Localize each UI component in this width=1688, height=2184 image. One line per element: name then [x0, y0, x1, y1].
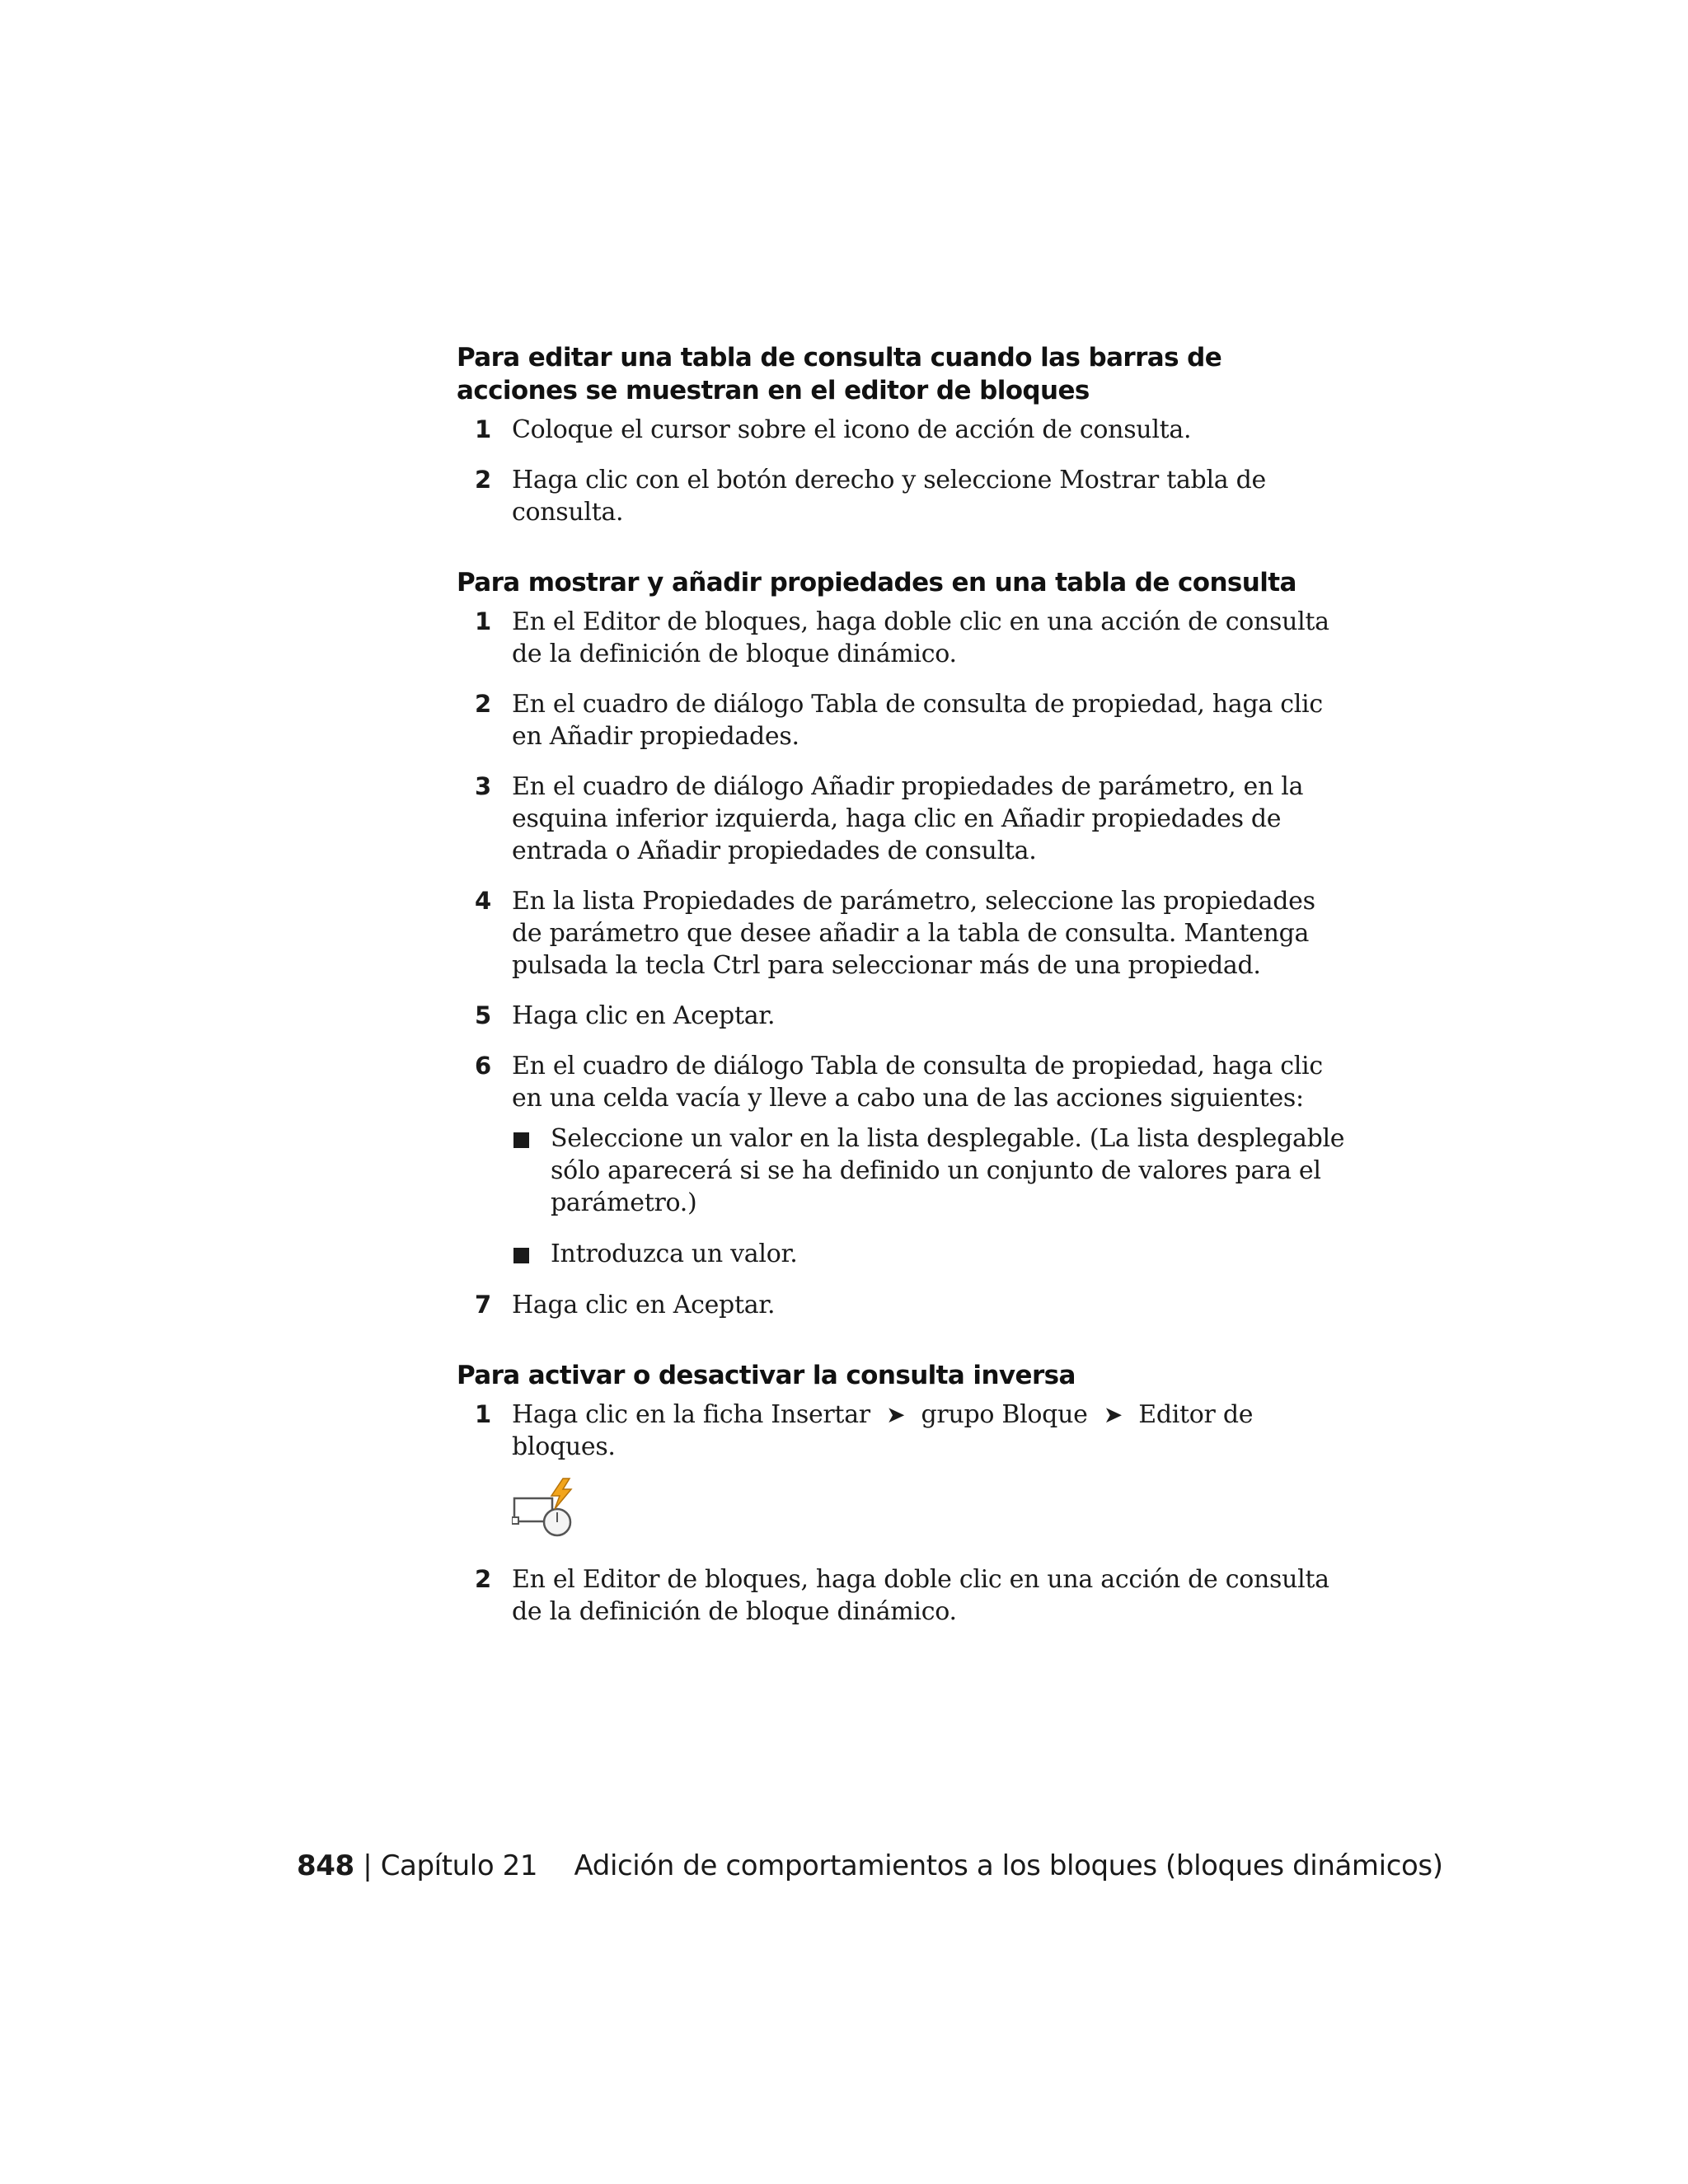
- list-item: [457, 1289, 1347, 1321]
- footer-separator: |: [363, 1849, 373, 1882]
- step-text: Haga clic con el botón derecho y seleccione Mostrar tabla de consulta.: [512, 466, 1266, 527]
- bullet-item: [512, 1122, 1347, 1219]
- step-text-part1: Haga clic en la ficha Insertar: [512, 1400, 870, 1429]
- section-edit-lookup-table: [457, 341, 1347, 528]
- step-text: Haga clic en Aceptar.: [512, 1291, 776, 1319]
- section-reverse-lookup: [457, 1359, 1347, 1628]
- list-item: [457, 606, 1347, 670]
- bullet-item: [512, 1238, 1347, 1270]
- step-text: Coloque el cursor sobre el icono de acción de consulta.: [512, 415, 1192, 444]
- step-text: En el cuadro de diálogo Tabla de consulta de propiedad, haga clic en Añadir propiedades.: [512, 690, 1323, 751]
- step-number: 2: [475, 1565, 491, 1593]
- step-number: 2: [475, 690, 491, 718]
- block-editor-icon: [512, 1476, 586, 1539]
- steps-list: [457, 1399, 1347, 1628]
- step-number: 7: [475, 1291, 491, 1319]
- page-content: [457, 341, 1347, 1666]
- list-item: [457, 688, 1347, 752]
- list-item: [457, 885, 1347, 982]
- step-number: 1: [475, 415, 491, 443]
- step-text-part2: grupo Bloque: [921, 1400, 1088, 1429]
- step-text: En la lista Propiedades de parámetro, seleccione las propiedades de parámetro que desee añadir a la tabla de consulta. Mantenga pulsada la tecla Ctrl para seleccionar más de una propiedad.: [512, 887, 1315, 980]
- list-item: [457, 464, 1347, 528]
- step-text: En el cuadro de diálogo Tabla de consulta de propiedad, haga clic en una celda vacía y lleve a cabo una de las acciones siguientes:: [512, 1052, 1323, 1113]
- section-show-add-properties: [457, 566, 1347, 1321]
- step-text: Haga clic en Aceptar.: [512, 1001, 776, 1030]
- bullet-text: Introduzca un valor.: [551, 1240, 798, 1268]
- section-heading: Para mostrar y añadir propiedades en una tabla de consulta: [457, 568, 1296, 598]
- step-text: En el cuadro de diálogo Añadir propiedades de parámetro, en la esquina inferior izquierda, haga clic en Añadir propiedades de entrada o Añadir propiedades de consulta.: [512, 772, 1304, 865]
- chapter-title: Adición de comportamientos a los bloques (bloques dinámicos): [574, 1849, 1443, 1882]
- step-number: 3: [475, 772, 491, 800]
- step-text: En el Editor de bloques, haga doble clic en una acción de consulta de la definición de bloque dinámico.: [512, 607, 1329, 668]
- step-number: 1: [475, 607, 491, 635]
- list-item: [457, 1563, 1347, 1628]
- step-number: 4: [475, 887, 491, 915]
- bullet-text: Seleccione un valor en la lista desplegable. (La lista desplegable sólo aparecerá si se ha definido un conjunto de valores para el parámetro.): [551, 1124, 1345, 1217]
- step-number: 6: [475, 1052, 491, 1080]
- list-item: [457, 1000, 1347, 1032]
- bullet-list: [512, 1122, 1347, 1270]
- step-number: 2: [475, 466, 491, 494]
- steps-list: [457, 414, 1347, 528]
- page-footer: [297, 1848, 1443, 1884]
- list-item: [457, 771, 1347, 867]
- step-number: 1: [475, 1400, 491, 1428]
- section-heading: Para editar una tabla de consulta cuando las barras de acciones se muestran en el editor de bloques: [457, 343, 1222, 405]
- list-item: [457, 414, 1347, 446]
- list-item: [457, 1399, 1347, 1539]
- step-text-part3: Editor de bloques.: [512, 1400, 1254, 1461]
- steps-list: [457, 606, 1347, 1321]
- arrow-right-icon: ➤: [1103, 1401, 1123, 1428]
- list-item: [457, 1050, 1347, 1270]
- chapter-label: Capítulo 21: [380, 1849, 538, 1882]
- arrow-right-icon: ➤: [886, 1401, 906, 1428]
- page-number: 848: [297, 1849, 354, 1882]
- section-heading: Para activar o desactivar la consulta inversa: [457, 1361, 1076, 1390]
- step-text: En el Editor de bloques, haga doble clic en una acción de consulta de la definición de bloque dinámico.: [512, 1565, 1329, 1626]
- step-number: 5: [475, 1001, 491, 1029]
